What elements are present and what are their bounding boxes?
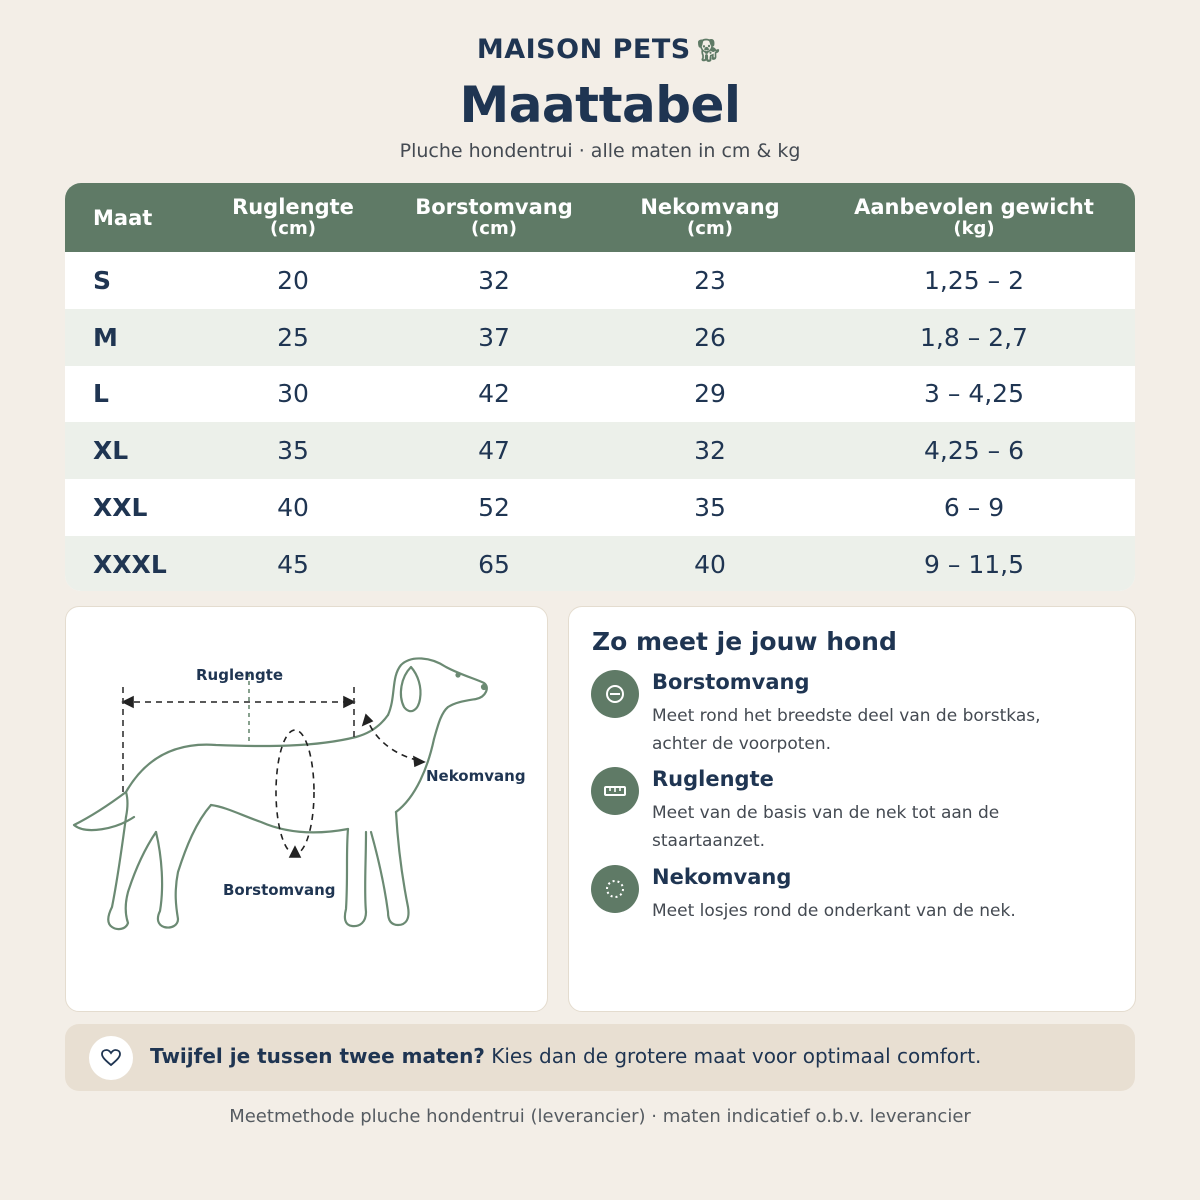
value-cell: 23 <box>694 265 726 295</box>
table-row <box>65 479 1135 536</box>
size-cell: XXL <box>93 493 148 523</box>
value-cell: 37 <box>478 322 510 352</box>
table-row <box>65 309 1135 366</box>
table-row <box>65 422 1135 479</box>
howto-item-desc: Meet van de basis van de nek tot aan de staartaanzet. <box>652 803 1000 851</box>
value-cell: 29 <box>694 379 726 409</box>
value-cell: 32 <box>694 436 726 466</box>
tip-bold: Twijfel je tussen twee maten? <box>150 1044 485 1068</box>
value-cell: 3 – 4,25 <box>924 379 1024 409</box>
header-back-length: Ruglengte (cm) <box>232 194 354 239</box>
diagram-label-chest: Borstomvang <box>223 881 336 899</box>
back-length-measure <box>123 673 354 797</box>
size-cell: XL <box>93 436 129 466</box>
header-neck: Nekomvang (cm) <box>640 194 780 239</box>
table-row <box>65 366 1135 423</box>
value-cell: 40 <box>694 549 726 579</box>
circle-minus-icon <box>591 670 639 718</box>
value-cell: 6 – 9 <box>943 493 1005 523</box>
size-cell: XXXL <box>93 549 167 579</box>
tip-rest: Kies dan de grotere maat voor optimaal comfort. <box>484 1044 982 1068</box>
value-cell: 65 <box>478 549 510 579</box>
chest-measure <box>276 730 314 857</box>
value-cell: 25 <box>277 322 309 352</box>
value-cell: 47 <box>478 436 510 466</box>
size-cell: S <box>93 265 112 295</box>
heart-icon <box>89 1036 133 1080</box>
diagram-label-neck: Nekomvang <box>426 767 526 785</box>
size-cell: L <box>93 379 109 409</box>
table-row <box>65 536 1135 591</box>
value-cell: 35 <box>694 493 726 523</box>
neck-measure <box>363 715 424 766</box>
value-cell: 52 <box>478 493 510 523</box>
howto-item-name: Nekomvang <box>652 865 792 889</box>
header-chest: Borstomvang (cm) <box>415 194 573 239</box>
dotted-circle-icon <box>591 865 639 913</box>
size-table <box>65 183 1135 591</box>
value-cell: 1,8 – 2,7 <box>920 322 1028 352</box>
value-cell: 20 <box>277 265 309 295</box>
tip-banner <box>65 1024 1135 1091</box>
value-cell: 1,25 – 2 <box>924 265 1024 295</box>
howto-title: Zo meet je jouw hond <box>592 627 897 656</box>
footer-note: Meetmethode pluche hondentrui (leverancier) · maten indicatief o.b.v. leverancier <box>229 1106 971 1127</box>
value-cell: 42 <box>478 379 510 409</box>
value-cell: 4,25 – 6 <box>924 436 1024 466</box>
header-size: Maat <box>93 205 153 230</box>
page-subtitle: Pluche hondentrui · alle maten in cm & kg <box>399 140 801 162</box>
howto-item-name: Ruglengte <box>652 767 774 791</box>
value-cell: 45 <box>277 549 309 579</box>
tip-text <box>150 1044 981 1068</box>
dog-sitting-icon: 🐕︎ <box>694 39 724 64</box>
value-cell: 9 – 11,5 <box>924 549 1024 579</box>
measure-diagram-card <box>65 606 548 1012</box>
diagram-label-back: Ruglengte <box>196 666 284 684</box>
ruler-icon <box>591 767 639 815</box>
brand-logo <box>0 34 1200 65</box>
howto-item-desc: Meet losjes rond de onderkant van de nek. <box>652 901 1016 921</box>
table-row <box>65 252 1135 309</box>
value-cell: 35 <box>277 436 309 466</box>
value-cell: 40 <box>277 493 309 523</box>
page-title: Maattabel <box>459 76 741 134</box>
size-cell: M <box>93 322 118 352</box>
value-cell: 32 <box>478 265 510 295</box>
howto-item-desc: Meet rond het breedste deel van de borstkas, achter de voorpoten. <box>652 706 1041 754</box>
howto-card <box>568 606 1136 1012</box>
table-header-row <box>65 183 1135 252</box>
value-cell: 26 <box>694 322 726 352</box>
brand-name: MAISON PETS <box>476 34 691 65</box>
header-weight: Aanbevolen gewicht (kg) <box>854 194 1094 239</box>
howto-item-name: Borstomvang <box>652 670 810 694</box>
value-cell: 30 <box>277 379 309 409</box>
dog-measure-diagram <box>66 607 547 1011</box>
